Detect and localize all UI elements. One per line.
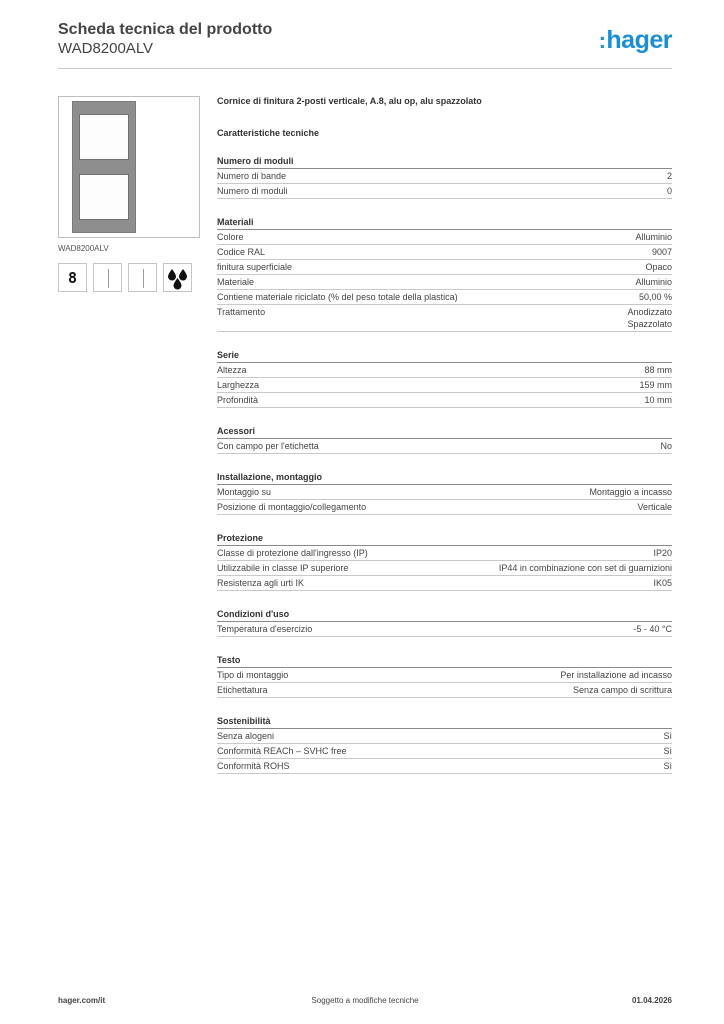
spec-value: -5 - 40 °C — [633, 624, 672, 634]
spec-label: Colore — [217, 232, 244, 242]
spec-row — [217, 576, 672, 591]
spec-value: 0 — [666, 186, 672, 196]
spec-row — [217, 683, 672, 698]
section-title: Materiali — [217, 216, 672, 230]
product-icons — [58, 263, 192, 292]
spec-label: Senza alogeni — [217, 731, 275, 741]
spec-value: Senza campo di scrittura — [572, 685, 672, 695]
logo-text: hager — [606, 26, 672, 54]
spec-row — [217, 485, 672, 500]
water-drops-icon — [163, 263, 192, 292]
spec-label: Altezza — [217, 365, 247, 375]
spec-row — [217, 729, 672, 744]
spec-label: Con campo per l'etichetta — [217, 441, 319, 451]
spec-row — [217, 260, 672, 275]
footer-note: Soggetto a modifiche tecniche — [311, 996, 419, 1005]
spec-value: IP20 — [653, 548, 672, 558]
spec-label: finitura superficiale — [217, 262, 293, 272]
section-title: Protezione — [217, 532, 672, 546]
spec-section — [217, 715, 672, 774]
spec-value: Per installazione ad incasso — [560, 670, 672, 680]
spec-row — [217, 561, 672, 576]
spec-value: IK05 — [653, 578, 672, 588]
spec-value: Opaco — [645, 262, 672, 272]
section-title: Installazione, montaggio — [217, 471, 672, 485]
spec-label: Codice RAL — [217, 247, 266, 257]
section-title: Serie — [217, 349, 672, 363]
spec-label: Resistenza agli urti IK — [217, 578, 305, 588]
spec-section — [217, 155, 672, 199]
section-title: Acessori — [217, 425, 672, 439]
spec-row — [217, 184, 672, 199]
spec-label: Conformità REACh – SVHC free — [217, 746, 347, 756]
spec-value: 10 mm — [644, 395, 672, 405]
spec-label: Posizione di montaggio/collegamento — [217, 502, 367, 512]
spec-row — [217, 290, 672, 305]
spec-value: Anodizzato Spazzolato — [627, 307, 672, 329]
spec-value: Sì — [663, 731, 672, 741]
spec-value: IP44 in combinazione con set di guarnizioni — [498, 563, 672, 573]
spec-row — [217, 393, 672, 408]
spec-label: Contiene materiale riciclato (% del peso totale della plastica) — [217, 292, 458, 302]
spec-value: 159 mm — [639, 380, 672, 390]
section-title: Numero di moduli — [217, 155, 672, 169]
section-title: Sostenibilità — [217, 715, 672, 729]
product-frame-illustration — [72, 101, 136, 233]
footer-date: 01.04.2026 — [631, 996, 672, 1005]
spec-value: 50,00 % — [638, 292, 672, 302]
spec-row — [217, 744, 672, 759]
spec-label: Numero di moduli — [217, 186, 288, 196]
spec-row — [217, 230, 672, 245]
spec-value: No — [660, 441, 672, 451]
spec-row — [217, 500, 672, 515]
vertical-line-icon — [128, 263, 157, 292]
section-title: Condizioni d'uso — [217, 608, 672, 622]
header-divider — [58, 68, 672, 69]
spec-row — [217, 759, 672, 774]
spec-section — [217, 532, 672, 591]
spec-label: Utilizzabile in classe IP superiore — [217, 563, 349, 573]
spec-label: Materiale — [217, 277, 255, 287]
icon-digit: 8 — [67, 269, 78, 287]
spec-row — [217, 378, 672, 393]
spec-label: Classe di protezione dall'ingresso (IP) — [217, 548, 368, 558]
spec-value: Sì — [663, 746, 672, 756]
frame-opening-top — [79, 114, 129, 160]
spec-content — [217, 94, 672, 774]
spec-label: Conformità ROHS — [217, 761, 290, 771]
spec-row — [217, 622, 672, 637]
spec-value: Alluminio — [635, 232, 672, 242]
spec-row — [217, 546, 672, 561]
spec-sections — [217, 155, 672, 774]
spec-section — [217, 349, 672, 408]
spec-row — [217, 439, 672, 454]
spec-value: 9007 — [651, 247, 672, 257]
spec-row — [217, 363, 672, 378]
page-title: Scheda tecnica del prodotto — [58, 21, 273, 38]
spec-value: Alluminio — [635, 277, 672, 287]
spec-label: Larghezza — [217, 380, 260, 390]
product-image — [58, 96, 200, 238]
spec-value: Sì — [663, 761, 672, 771]
page-subtitle: WAD8200ALV — [58, 40, 154, 57]
spec-section — [217, 608, 672, 637]
spec-label: Numero di bande — [217, 171, 287, 181]
spec-row — [217, 169, 672, 184]
page-header — [58, 20, 672, 70]
tech-heading: Caratteristiche tecniche — [217, 128, 320, 138]
spec-section — [217, 216, 672, 332]
footer-website: hager.com/it — [58, 996, 106, 1005]
spec-value: Verticale — [637, 502, 672, 512]
frame-opening-bottom — [79, 174, 129, 220]
spec-label: Montaggio su — [217, 487, 272, 497]
spec-section — [217, 471, 672, 515]
section-title: Testo — [217, 654, 672, 668]
spec-label: Tipo di montaggio — [217, 670, 289, 680]
spec-section — [217, 425, 672, 454]
product-description: Cornice di finitura 2-posti verticale, A.8, alu op, alu spazzolato — [217, 96, 482, 106]
hager-logo: :hager — [598, 26, 672, 54]
spec-label: Trattamento — [217, 307, 266, 317]
spec-row — [217, 245, 672, 260]
spec-label: Temperatura d'esercizio — [217, 624, 313, 634]
spec-label: Etichettatura — [217, 685, 268, 695]
product-code-caption: WAD8200ALV — [58, 244, 109, 253]
spec-value: 2 — [666, 171, 672, 181]
spec-row — [217, 668, 672, 683]
spec-label: Profondità — [217, 395, 259, 405]
spec-row — [217, 275, 672, 290]
spec-value: 88 mm — [644, 365, 672, 375]
spec-value: Montaggio a incasso — [589, 487, 672, 497]
spec-section — [217, 654, 672, 698]
spec-row — [217, 305, 672, 332]
module-digit-8-icon — [58, 263, 87, 292]
vertical-line-icon — [93, 263, 122, 292]
